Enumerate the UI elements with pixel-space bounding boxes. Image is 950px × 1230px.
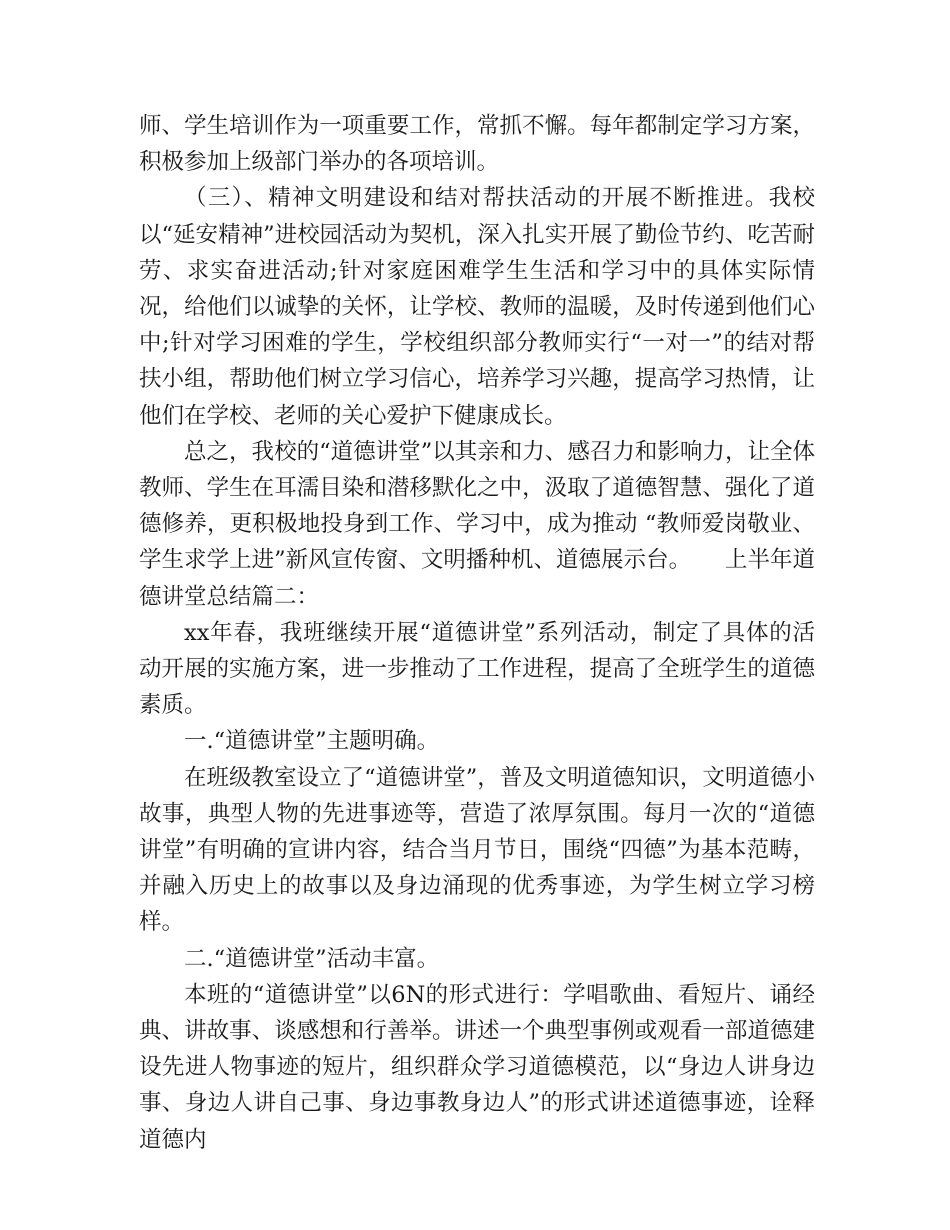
paragraph-training-continued: 师、学生培训作为一项重要工作，常抓不懈。每年都制定学习方案，积极参加上级部门举办的各项培训。 bbox=[139, 113, 815, 176]
paragraph-summary: 总之，我校的“道德讲堂”以其亲和力、感召力和影响力，让全体教师、学生在耳濡目染和潜移默化之中，汲取了道德智慧、强化了道德修养，更积极地投身到工作、学习中，成为推动 “教师爱岗敬业、学生求学上进”新风宣传窗、文明播种机、道德展示台。 上半年道德讲堂总结篇二： bbox=[139, 438, 815, 610]
paragraph-spring-intro: xx年春，我班继续开展“道德讲堂”系列活动，制定了具体的活动开展的实施方案，进一步推动了工作进程，提高了全班学生的道德素质。 bbox=[139, 619, 815, 719]
paragraph-6n-format: 本班的“道德讲堂”以6N的形式进行：学唱歌曲、看短片、诵经典、讲故事、谈感想和行善举。讲述一个典型事例或观看一部道德建设先进人物事迹的短片，组织群众学习道德模范，以“身边人讲身边事、身边人讲自己事、身边事教身边人”的形式讲述道德事迹，诠释道德内 bbox=[139, 981, 815, 1153]
paragraph-section-three: （三）、精神文明建设和结对帮扶活动的开展不断推进。我校以“延安精神”进校园活动为契机，深入扎实开展了勤俭节约、吃苦耐劳、求实奋进活动;针对家庭困难学生生活和学习中的具体实际情况，给他们以诚挚的关怀，让学校、教师的温暖，及时传递到他们心中;针对学习困难的学生，学校组织部分教师实行“一对一”的结对帮扶小组，帮助他们树立学习信心，培养学习兴趣，提高学习热情，让他们在学校、老师的关心爱护下健康成长。 bbox=[139, 185, 815, 429]
document-body bbox=[139, 108, 815, 1158]
heading-activities-rich: 二.“道德讲堂”活动丰富。 bbox=[184, 945, 440, 972]
paragraph-classroom-lecture: 在班级教室设立了“道德讲堂”，普及文明道德知识，文明道德小故事，典型人物的先进事迹等，营造了浓厚氛围。每月一次的“道德讲堂”有明确的宣讲内容，结合当月节日，围绕“四德”为基本范畴，并融入历史上的故事以及身边涌现的优秀事迹，为学生树立学习榜样。 bbox=[139, 764, 815, 936]
heading-theme-clear: 一.“道德讲堂”主题明确。 bbox=[184, 728, 440, 755]
